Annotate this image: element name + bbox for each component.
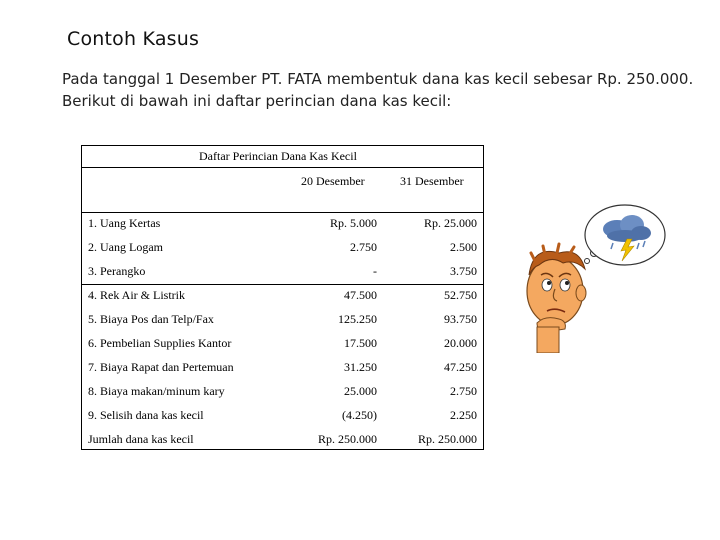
- worried-man-illustration: [515, 203, 675, 353]
- hand-on-chin: [537, 318, 565, 353]
- value-31-desember: 2.500: [450, 240, 477, 254]
- row-label: 8. Biaya makan/minum kary: [88, 384, 225, 398]
- table-row: [82, 308, 483, 332]
- value-20-desember: 47.500: [344, 288, 377, 302]
- value-20-desember: 2.750: [350, 240, 377, 254]
- table-row: [82, 404, 483, 428]
- worried-man-rain-cloud-icon: [515, 203, 675, 353]
- row-label: 1. Uang Kertas: [88, 216, 161, 230]
- table-row: [82, 356, 483, 380]
- intro-paragraph: Pada tanggal 1 Desember PT. FATA membentuk dana kas kecil sebesar Rp. 250.000. Berikut di bawah ini daftar perincian dana kas kecil:: [62, 70, 694, 110]
- value-20-desember: 25.000: [344, 384, 377, 398]
- value-31-desember: 93.750: [444, 312, 477, 326]
- row-label: 3. Perangko: [88, 264, 146, 278]
- value-20-desember: 31.250: [344, 360, 377, 374]
- value-31-desember: 52.750: [444, 288, 477, 302]
- row-label: 9. Selisih dana kas kecil: [88, 408, 204, 422]
- value-20-desember: Rp. 250.000: [317, 432, 377, 446]
- value-31-desember: 2.750: [450, 384, 477, 398]
- value-20-desember: (4.250): [342, 408, 377, 422]
- table-row: [82, 332, 483, 356]
- table-row: [82, 236, 483, 260]
- value-20-desember: Rp. 5.000: [329, 216, 377, 230]
- row-label: Jumlah dana kas kecil: [88, 432, 194, 446]
- petty-cash-table: [81, 145, 484, 450]
- table-caption: Daftar Perincian Dana Kas Kecil: [199, 149, 357, 163]
- row-label: 6. Pembelian Supplies Kantor: [88, 336, 232, 350]
- row-label: 5. Biaya Pos dan Telp/Fax: [88, 312, 214, 326]
- value-31-desember: 47.250: [444, 360, 477, 374]
- row-label: 2. Uang Logam: [88, 240, 163, 254]
- table-row: [82, 284, 483, 308]
- table-row-total: [82, 428, 483, 452]
- table-row: [82, 260, 483, 284]
- value-31-desember: Rp. 250.000: [417, 432, 477, 446]
- value-20-desember: 17.500: [344, 336, 377, 350]
- row-label: 4. Rek Air & Listrik: [88, 288, 185, 302]
- value-31-desember: 2.250: [450, 408, 477, 422]
- table-row: [82, 212, 483, 236]
- slide-title: Contoh Kasus: [67, 28, 200, 50]
- thought-dot: [585, 259, 590, 264]
- value-20-desember: 125.250: [338, 312, 377, 326]
- worried-face: [527, 244, 586, 325]
- row-label: 7. Biaya Rapat dan Pertemuan: [88, 360, 234, 374]
- value-31-desember: Rp. 25.000: [423, 216, 477, 230]
- table-row: [82, 380, 483, 404]
- column-header-31-desember: 31 Desember: [400, 174, 464, 188]
- value-20-desember: -: [373, 264, 377, 278]
- value-31-desember: 20.000: [444, 336, 477, 350]
- column-header-20-desember: 20 Desember: [301, 174, 365, 188]
- table-header-row: [82, 168, 483, 212]
- value-31-desember: 3.750: [450, 264, 477, 278]
- table-caption-row: [82, 146, 483, 168]
